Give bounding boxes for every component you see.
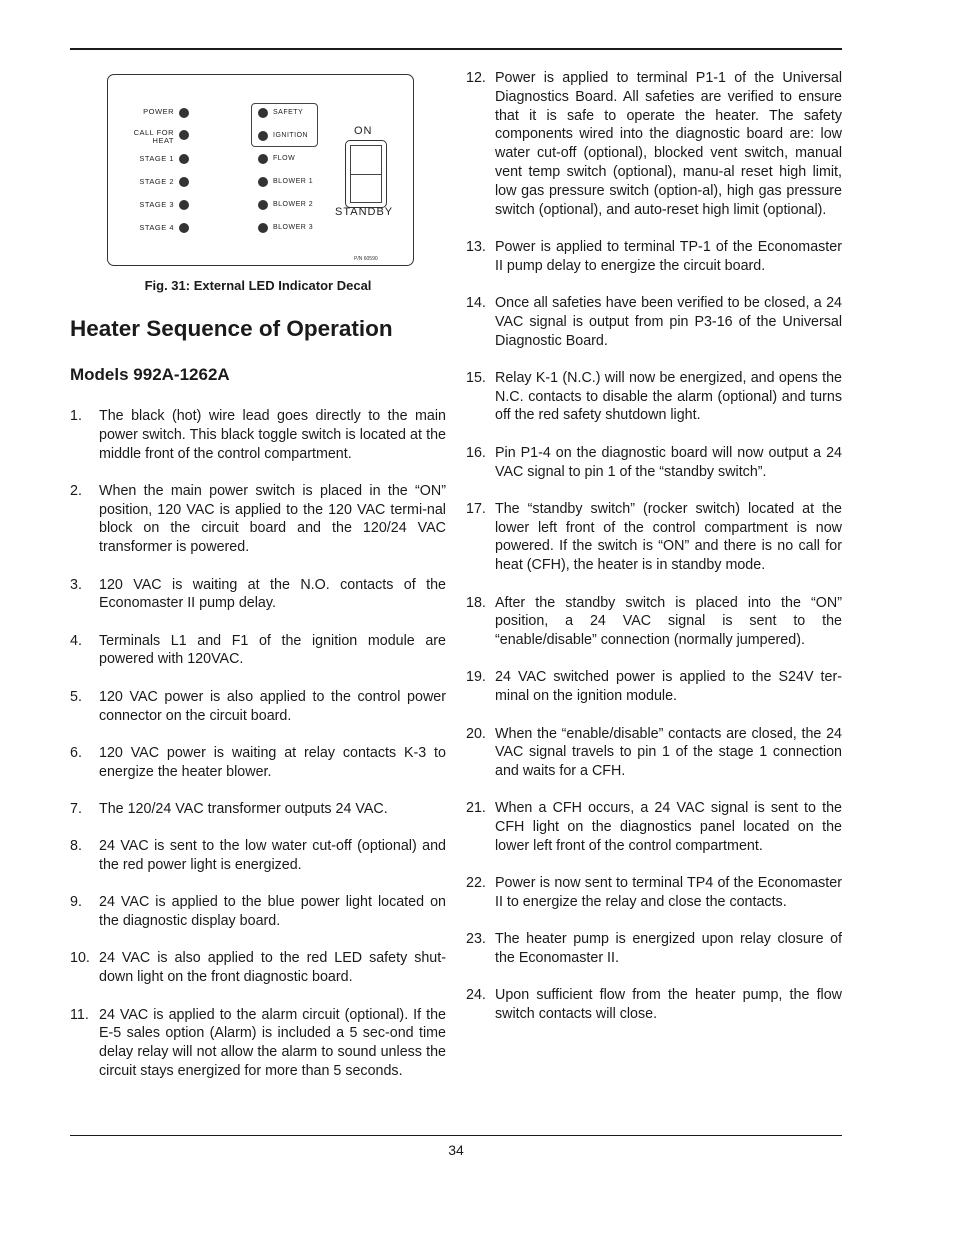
step-item	[466, 874, 842, 912]
led-stage-3	[179, 200, 189, 210]
step-item	[466, 725, 842, 781]
switch-standby-label: STANDBY	[335, 206, 394, 218]
step-number: 20.	[466, 725, 486, 742]
step-item	[466, 594, 842, 650]
step-number: 18.	[466, 594, 486, 611]
step-number: 1.	[70, 408, 82, 424]
step-number: 6.	[70, 744, 82, 761]
subsection-title: Models 992A-1262A	[70, 365, 230, 384]
step-number: 21.	[466, 800, 486, 817]
step-item	[70, 837, 446, 875]
step-text: Terminals L1 and F1 of the ignition module are powered with 120VAC.	[99, 632, 446, 668]
led-indicator-decal	[107, 74, 414, 266]
step-item	[70, 482, 446, 557]
led-ignition	[258, 131, 268, 141]
step-item	[466, 69, 842, 219]
step-text: 120 VAC power is also applied to the control power connector on the circuit board.	[99, 688, 446, 724]
step-number: 7.	[70, 800, 82, 817]
right-column	[466, 69, 842, 1043]
switch-on-label: ON	[354, 125, 373, 137]
indicator-label-safety: SAFETY	[273, 109, 304, 116]
step-number: 10.	[70, 950, 90, 967]
indicator-label-stage-2: STAGE 2	[139, 177, 174, 186]
step-number: 2.	[70, 482, 82, 499]
led-stage-1	[179, 154, 189, 164]
footer-rule	[70, 1135, 842, 1136]
step-text: 120 VAC power is waiting at relay contacts K-3 to energize the heater blower.	[99, 744, 446, 780]
step-text: After the standby switch is placed into the “ON” position, a 24 VAC signal is sent to the “enable/disable” connection (normally jumpered).	[495, 594, 842, 649]
indicator-label-stage-3: STAGE 3	[139, 200, 174, 209]
indicator-label-call-for-heat: CALL FOR HEAT	[133, 128, 174, 145]
step-number: 12.	[466, 70, 486, 86]
led-call-for-heat	[179, 130, 189, 140]
step-number: 8.	[70, 838, 82, 855]
indicator-label-stage-4: STAGE 4	[139, 223, 174, 232]
step-item	[466, 986, 842, 1024]
step-text: When a CFH occurs, a 24 VAC signal is sent to the CFH light on the diagnostics panel located on the lower left front of the control compartment.	[495, 800, 842, 854]
step-item	[70, 632, 446, 670]
step-number: 3.	[70, 576, 82, 593]
indicator-label-blower-1: BLOWER 1	[273, 178, 314, 185]
step-text: When the main power switch is placed in the “ON” position, 120 VAC is applied to the 120 VAC termi-nal block on the circuit board and the 120/24 VAC transformer is powered.	[99, 482, 446, 556]
step-number: 5.	[70, 688, 82, 705]
step-text: The black (hot) wire lead goes directly to the main power switch. This black toggle switch is located at the middle front of the control compartment.	[99, 408, 446, 462]
step-text: 24 VAC switched power is applied to the S24V ter-minal on the ignition module.	[495, 669, 842, 705]
step-item	[70, 893, 446, 931]
indicator-label-flow: FLOW	[273, 155, 296, 162]
step-item	[466, 668, 842, 706]
indicator-label-blower-2: BLOWER 2	[273, 201, 314, 208]
led-stage-4	[179, 223, 189, 233]
rocker-switch-graphic	[345, 140, 387, 208]
step-item	[70, 407, 446, 463]
step-text: 24 VAC is sent to the low water cut-off (optional) and the red power light is energized.	[99, 838, 446, 874]
indicator-label-power: POWER	[143, 107, 174, 116]
step-text: The 120/24 VAC transformer outputs 24 VAC.	[99, 800, 388, 817]
step-item	[466, 444, 842, 482]
led-power	[179, 108, 189, 118]
step-item	[70, 744, 446, 782]
step-item	[70, 949, 446, 987]
step-text: Pin P1-4 on the diagnostic board will now output a 24 VAC signal to pin 1 of the “standby switch”.	[495, 444, 842, 480]
indicator-label-blower-3: BLOWER 3	[273, 224, 314, 231]
section-title: Heater Sequence of Operation	[70, 316, 393, 341]
step-number: 11.	[70, 1006, 89, 1023]
step-text: 120 VAC is waiting at the N.O. contacts of the Economaster II pump delay.	[99, 576, 446, 612]
step-text: Power is applied to terminal P1-1 of the Universal Diagnostics Board. All safeties are verified to ensure that it is safe to operate the heater. The safety components wired into the diagnostic board are: low water cut-off (optional), blocked vent switch, manual vent temp switch (optional), manu-al reset high limit, low gas pressure switch (option-al), high gas pressure switch (optional), and auto-reset high limit (optional).	[495, 70, 842, 218]
step-item	[466, 294, 842, 350]
step-number: 23.	[466, 931, 486, 948]
indicator-label-stage-1: STAGE 1	[139, 154, 174, 163]
decal-part-number: P/N 60590	[354, 256, 378, 262]
step-item	[466, 238, 842, 276]
rocker-switch-face	[350, 145, 382, 203]
page-number: 34	[448, 1142, 464, 1158]
step-text: 24 VAC is also applied to the red LED safety shut-down light on the front diagnostic board.	[99, 950, 446, 986]
step-text: Upon sufficient flow from the heater pump, the flow switch contacts will close.	[495, 987, 842, 1023]
led-flow	[258, 154, 268, 164]
step-text: When the “enable/disable” contacts are closed, the 24 VAC signal travels to pin 1 of the stage 1 connection and waits for a CFH.	[495, 725, 842, 780]
step-item	[466, 799, 842, 855]
figure-caption: Fig. 31: External LED Indicator Decal	[144, 278, 372, 293]
step-item	[466, 369, 842, 425]
step-number: 9.	[70, 894, 82, 911]
led-blower-1	[258, 177, 268, 187]
steps-list-left	[70, 407, 446, 1099]
step-text: Power is now sent to terminal TP4 of the Economaster II to energize the relay and close the contacts.	[495, 875, 842, 911]
indicator-label-ignition: IGNITION	[273, 132, 309, 139]
step-text: The heater pump is energized upon relay closure of the Economaster II.	[495, 931, 842, 967]
led-blower-3	[258, 223, 268, 233]
step-text: Once all safeties have been verified to be closed, a 24 VAC signal is output from pin P3-16 of the Universal Diagnostic Board.	[495, 294, 842, 349]
step-item	[466, 500, 842, 575]
step-number: 15.	[466, 369, 486, 386]
step-text: Relay K-1 (N.C.) will now be energized, and opens the N.C. contacts to disable the alarm (optional) and turns off the red safety shutdown light.	[495, 369, 842, 424]
rocker-switch-divider	[351, 174, 381, 175]
step-number: 16.	[466, 444, 486, 461]
led-stage-2	[179, 177, 189, 187]
step-number: 4.	[70, 632, 82, 649]
step-text: Power is applied to terminal TP-1 of the Economaster II pump delay to energize the circuit board.	[495, 238, 842, 274]
step-number: 24.	[466, 987, 486, 1004]
step-item	[70, 800, 446, 819]
step-number: 17.	[466, 500, 486, 517]
step-item	[466, 930, 842, 968]
step-text: 24 VAC is applied to the blue power light located on the diagnostic display board.	[99, 894, 446, 930]
led-safety	[258, 108, 268, 118]
step-item	[70, 688, 446, 726]
step-number: 22.	[466, 875, 486, 892]
step-text: 24 VAC is applied to the alarm circuit (optional). If the E-5 sales option (Alarm) is included a 5 sec-ond time delay relay will not allow the alarm to sound unless the circuit stays energized for more than 5 seconds.	[99, 1006, 446, 1079]
step-item	[70, 1006, 446, 1081]
led-blower-2	[258, 200, 268, 210]
header-rule	[70, 48, 842, 50]
step-item	[70, 576, 446, 614]
step-number: 14.	[466, 294, 486, 311]
step-number: 13.	[466, 238, 486, 255]
step-text: The “standby switch” (rocker switch) located at the lower left front of the control compartment is now powered. If the switch is “ON” and there is no call for heat (CFH), the heater is in standby mode.	[495, 500, 842, 574]
step-number: 19.	[466, 669, 486, 686]
